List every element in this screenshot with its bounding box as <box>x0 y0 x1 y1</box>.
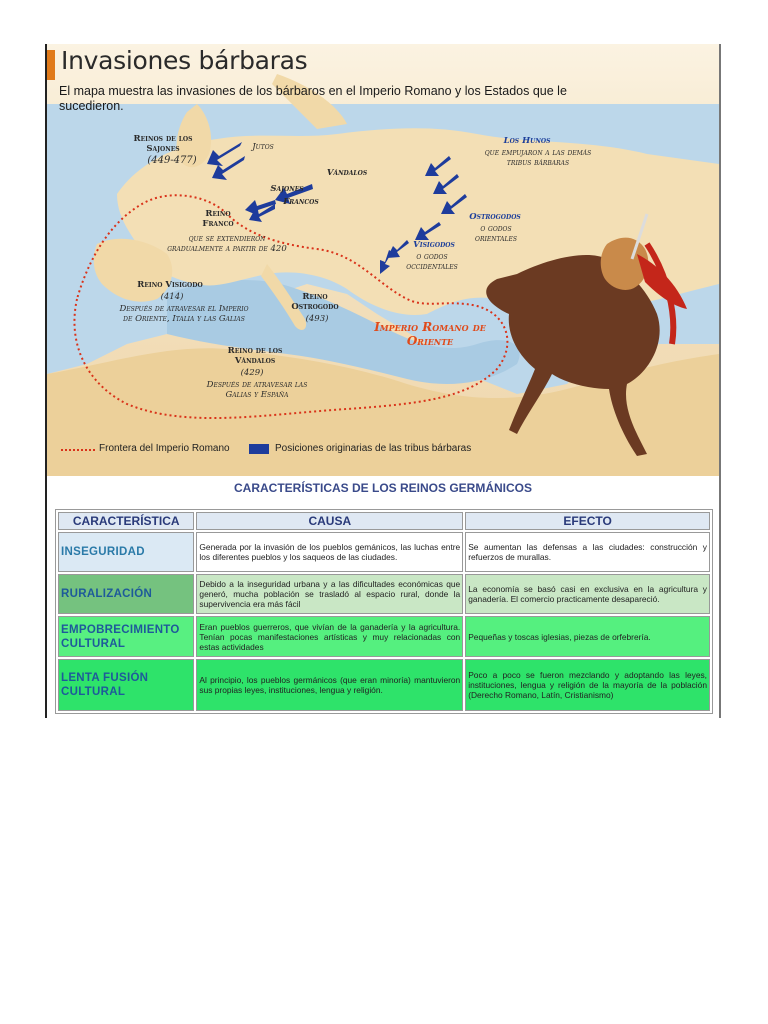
label-imperio-oriente: Imperio Romano de Oriente <box>374 320 486 348</box>
label-hunos: Los Hunos <box>503 136 551 146</box>
table-title: CARACTERÍSTICAS DE LOS REINOS GERMÁNICOS <box>233 481 533 495</box>
legend-frontier-label: Frontera del Imperio Romano <box>99 443 230 454</box>
map-subtitle: El mapa muestra las invasiones de los bárbaros en el Imperio Romano y los Estados que le sucedieron. <box>59 84 567 113</box>
row-key: LENTA FUSIÓN CULTURAL <box>58 659 194 711</box>
table-row <box>58 574 710 614</box>
row-causa: Eran pueblos guerreros, que vivían de la ganadería y la agricultura. Tenían pocas manifestaciones artísticas y muy relacionadas con estas actividades <box>196 616 463 657</box>
label-visigodo-note: Después de atravesar el Imperio de Oriente, Italia y las Galias <box>119 304 249 324</box>
label-ostrogodos-note: o godos orientales <box>475 224 517 244</box>
row-efecto: La economía se basó casi en exclusiva en la agricultura y ganadería. El comercio practicamente desapareció. <box>465 574 710 614</box>
table-row <box>58 532 710 572</box>
header-efecto: EFECTO <box>465 512 710 530</box>
label-vandalos: Vándalos <box>326 168 368 178</box>
label-ostrogodos: Ostrogodos <box>469 212 521 222</box>
label-sajones-years: (449-477) <box>147 155 197 166</box>
label-visigodos: Visigodos <box>413 240 455 250</box>
label-visigodo-year: (414) <box>160 292 184 302</box>
label-visigodos-note: o godos occidentales <box>406 252 458 272</box>
table-row <box>58 659 710 711</box>
label-sajones: Sajones <box>270 184 304 194</box>
row-key: RURALIZACIÓN <box>58 574 194 614</box>
header-caracteristica: CARACTERÍSTICA <box>58 512 194 530</box>
title-accent-bar <box>47 50 55 80</box>
row-causa: Generada por la invasión de los pueblos gemánicos, las luchas entre los diferentes pueblos y los saqueos de las ciudades. <box>196 532 463 572</box>
legend-frontier-swatch <box>61 449 95 451</box>
map-title: Invasiones bárbaras <box>61 46 308 75</box>
frame-right-border <box>719 44 721 718</box>
label-franco-note: que se extendieron gradualmente a partir de 420 <box>167 234 287 254</box>
label-reino-visigodo: Reino Visigodo <box>137 280 203 290</box>
label-reino-vandalos: Reino de los Vándalos <box>227 346 283 366</box>
label-vandalos-note: Después de atravesar las Galias y España <box>206 380 308 400</box>
row-key: EMPOBRECIMIENTO CULTURAL <box>58 616 194 657</box>
row-efecto: Pequeñas y toscas iglesias, piezas de orfebrería. <box>465 616 710 657</box>
row-key: INSEGURIDAD <box>58 532 194 572</box>
label-sajones-title: Reinos de los Sajones <box>133 134 193 154</box>
characteristics-table <box>55 509 713 714</box>
legend-positions-label: Posiciones originarias de las tribus bárbaras <box>275 443 472 454</box>
row-efecto: Se aumentan las defensas a las ciudades: construcción y refuerzos de murallas. <box>465 532 710 572</box>
header-causa: CAUSA <box>196 512 463 530</box>
table-header-row <box>58 512 710 530</box>
invasions-map <box>47 44 719 476</box>
label-jutos: Jutos <box>252 142 274 152</box>
table-row <box>58 616 710 657</box>
row-causa: Debido a la inseguridad urbana y a las dificultades económicas que generó, mucha población se trasladó al espacio rural, donde la supervivencia era más fácil <box>196 574 463 614</box>
label-vandalos-year: (429) <box>240 368 264 378</box>
label-ostrogodo-year: (493) <box>305 314 329 324</box>
label-reino-ostrogodo: Reino Ostrogodo <box>291 292 339 312</box>
legend-positions-swatch <box>249 444 269 454</box>
label-reino-franco: Reino Franco <box>202 209 234 229</box>
label-hunos-note: que empujaron a las demás tribus bárbaras <box>484 148 592 168</box>
row-efecto: Poco a poco se fueron mezclando y adoptando las leyes, instituciones, lengua y religión de la mayoría de la población (Derecho Romano, Latín, Cristianismo) <box>465 659 710 711</box>
label-francos: Francos <box>283 197 319 207</box>
row-causa: Al principio, los pueblos germánicos (que eran minoría) mantuvieron sus propias leyes, instituciones, lengua y religión. <box>196 659 463 711</box>
